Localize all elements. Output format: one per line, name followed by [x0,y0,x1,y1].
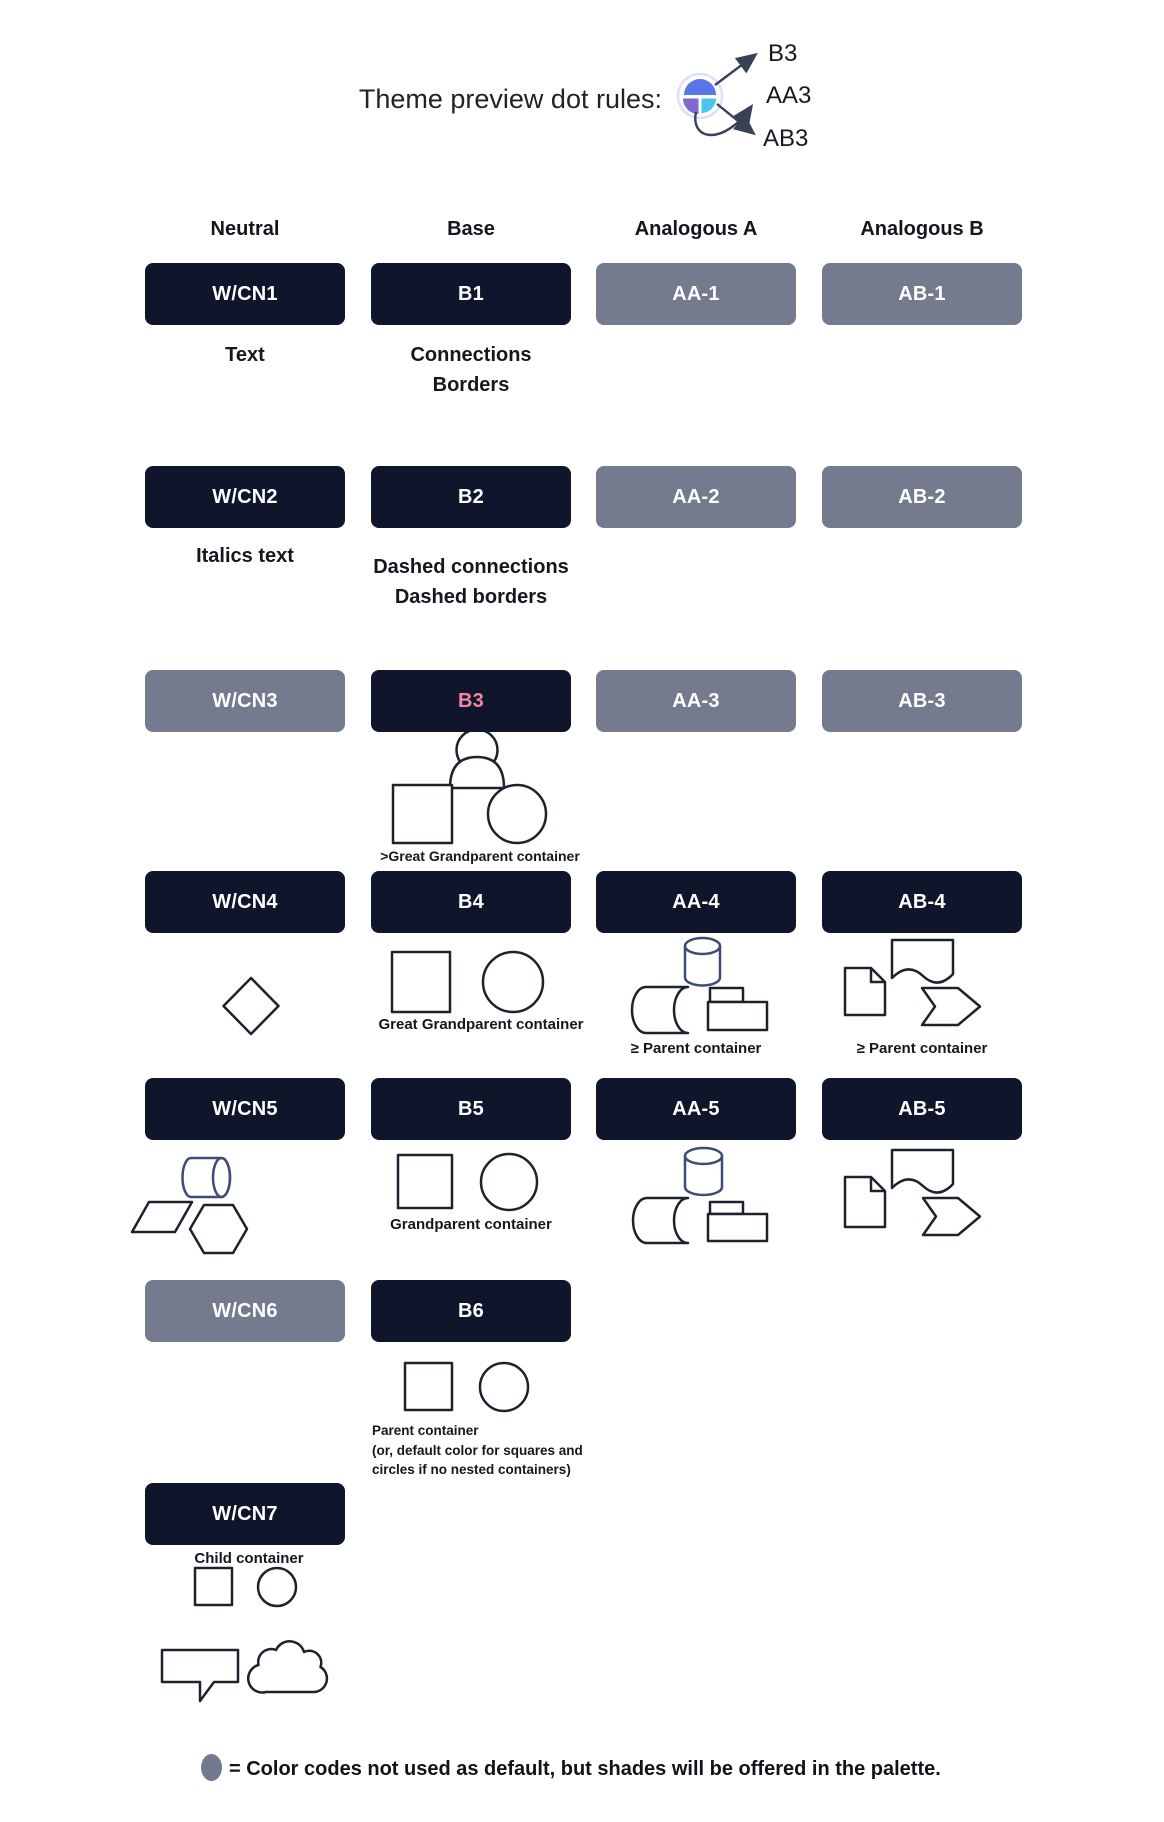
folder-shape [708,988,767,1030]
caption-b5-grandparent: Grandparent container [390,1216,552,1233]
database-cylinder-icon [685,1148,722,1195]
swatch-ab4: AB-4 [822,871,1022,933]
aa4-shapes [632,938,767,1033]
circle-shape [481,1154,537,1210]
swatch-aa5: AA-5 [596,1078,796,1140]
circle-shape [483,952,543,1012]
chevron-arrow-shape [923,1198,980,1235]
wcn7-shapes [162,1568,327,1701]
caption-wcn7-child: Child container [194,1550,304,1567]
swatch-aa1: AA-1 [596,263,796,325]
circle-shape [258,1568,296,1606]
swatch-b3: B3 [371,670,571,732]
caption-b3-great-grandparent: >Great Grandparent container [380,848,580,864]
ab4-shapes [845,940,980,1025]
folder-shape [708,1202,767,1241]
swatch-wcn6: W/CN6 [145,1280,345,1342]
caption-dashed-borders: Dashed borders [394,586,548,608]
caption-dashed-connections: Dashed connections [373,556,569,578]
dot-rule-label-aa3: AA3 [766,82,812,109]
chevron-arrow-shape [922,988,980,1025]
caption-italics-text: Italics text [196,545,294,567]
column-header-neutral: Neutral [210,218,280,240]
swatch-b5: B5 [371,1078,571,1140]
cloud-shape [248,1641,327,1692]
ab5-shapes [845,1150,980,1235]
column-header-analogous-a: Analogous A [634,218,758,240]
square-shape [195,1568,232,1605]
document-dogear-shape [845,1177,885,1227]
column-header-base: Base [447,218,495,240]
arrow-to-ab3 [717,104,753,133]
swatch-ab2: AB-2 [822,466,1022,528]
column-header-analogous-b: Analogous B [860,218,984,240]
caption-b6-parent-line1: Parent container [372,1423,479,1438]
document-dogear-shape [845,968,885,1015]
square-shape [393,785,452,843]
swatch-aa4: AA-4 [596,871,796,933]
theme-preview-dot-icon [678,74,722,118]
caption-borders: Borders [432,374,510,396]
caption-b4-great-grandparent: Great Grandparent container [378,1016,584,1033]
swatch-wcn7: W/CN7 [145,1483,345,1545]
stored-data-shape [632,987,688,1033]
caption-text: Text [225,344,265,366]
swatch-ab5: AB-5 [822,1078,1022,1140]
swatch-aa2: AA-2 [596,466,796,528]
person-shoulders [450,757,504,788]
wavy-document-shape [892,940,953,983]
circle-shape [488,785,546,843]
swatch-b6: B6 [371,1280,571,1342]
page-title: Theme preview dot rules: [358,84,662,114]
b5-square-circle [398,1154,537,1210]
square-shape [392,952,450,1012]
swatch-wcn1: W/CN1 [145,263,345,325]
swatch-wcn5: W/CN5 [145,1078,345,1140]
swatch-b4: B4 [371,871,571,933]
database-cylinder-icon [685,938,720,986]
speech-bubble-shape [162,1650,238,1701]
caption-aa4-parent: ≥ Parent container [630,1040,762,1057]
horizontal-cylinder-icon [183,1158,231,1197]
square-shape [398,1155,452,1208]
b6-square-circle [405,1363,528,1411]
b4-square-circle [392,952,543,1012]
square-shape [405,1363,452,1410]
b3-person-square-circle [393,730,546,844]
legend-dot-icon [201,1754,222,1781]
hexagon-shape [190,1205,247,1253]
dot-rule-label-ab3: AB3 [763,125,809,152]
swatch-b1: B1 [371,263,571,325]
swatch-b2: B2 [371,466,571,528]
caption-ab4-parent: ≥ Parent container [856,1040,988,1057]
swatch-wcn4: W/CN4 [145,871,345,933]
arrow-to-b3 [715,55,755,85]
caption-b6-parent-line2: (or, default color for squares and [372,1443,583,1458]
dot-rule-label-b3: B3 [768,40,798,67]
wcn5-shapes [132,1158,247,1253]
aa5-shapes [633,1148,767,1243]
swatch-ab3: AB-3 [822,670,1022,732]
circle-shape [480,1363,528,1411]
parallelogram-shape [132,1202,192,1232]
swatch-wcn2: W/CN2 [145,466,345,528]
legend-text: = Color codes not used as default, but shades will be offered in the palette. [229,1758,941,1780]
swatch-ab1: AB-1 [822,263,1022,325]
stored-data-shape [633,1198,688,1243]
caption-connections: Connections [410,344,532,366]
diamond-shape [224,978,279,1034]
caption-b6-parent-line3: circles if no nested containers) [372,1462,571,1477]
wavy-document-shape [892,1150,953,1193]
swatch-aa3: AA-3 [596,670,796,732]
swatch-wcn3: W/CN3 [145,670,345,732]
